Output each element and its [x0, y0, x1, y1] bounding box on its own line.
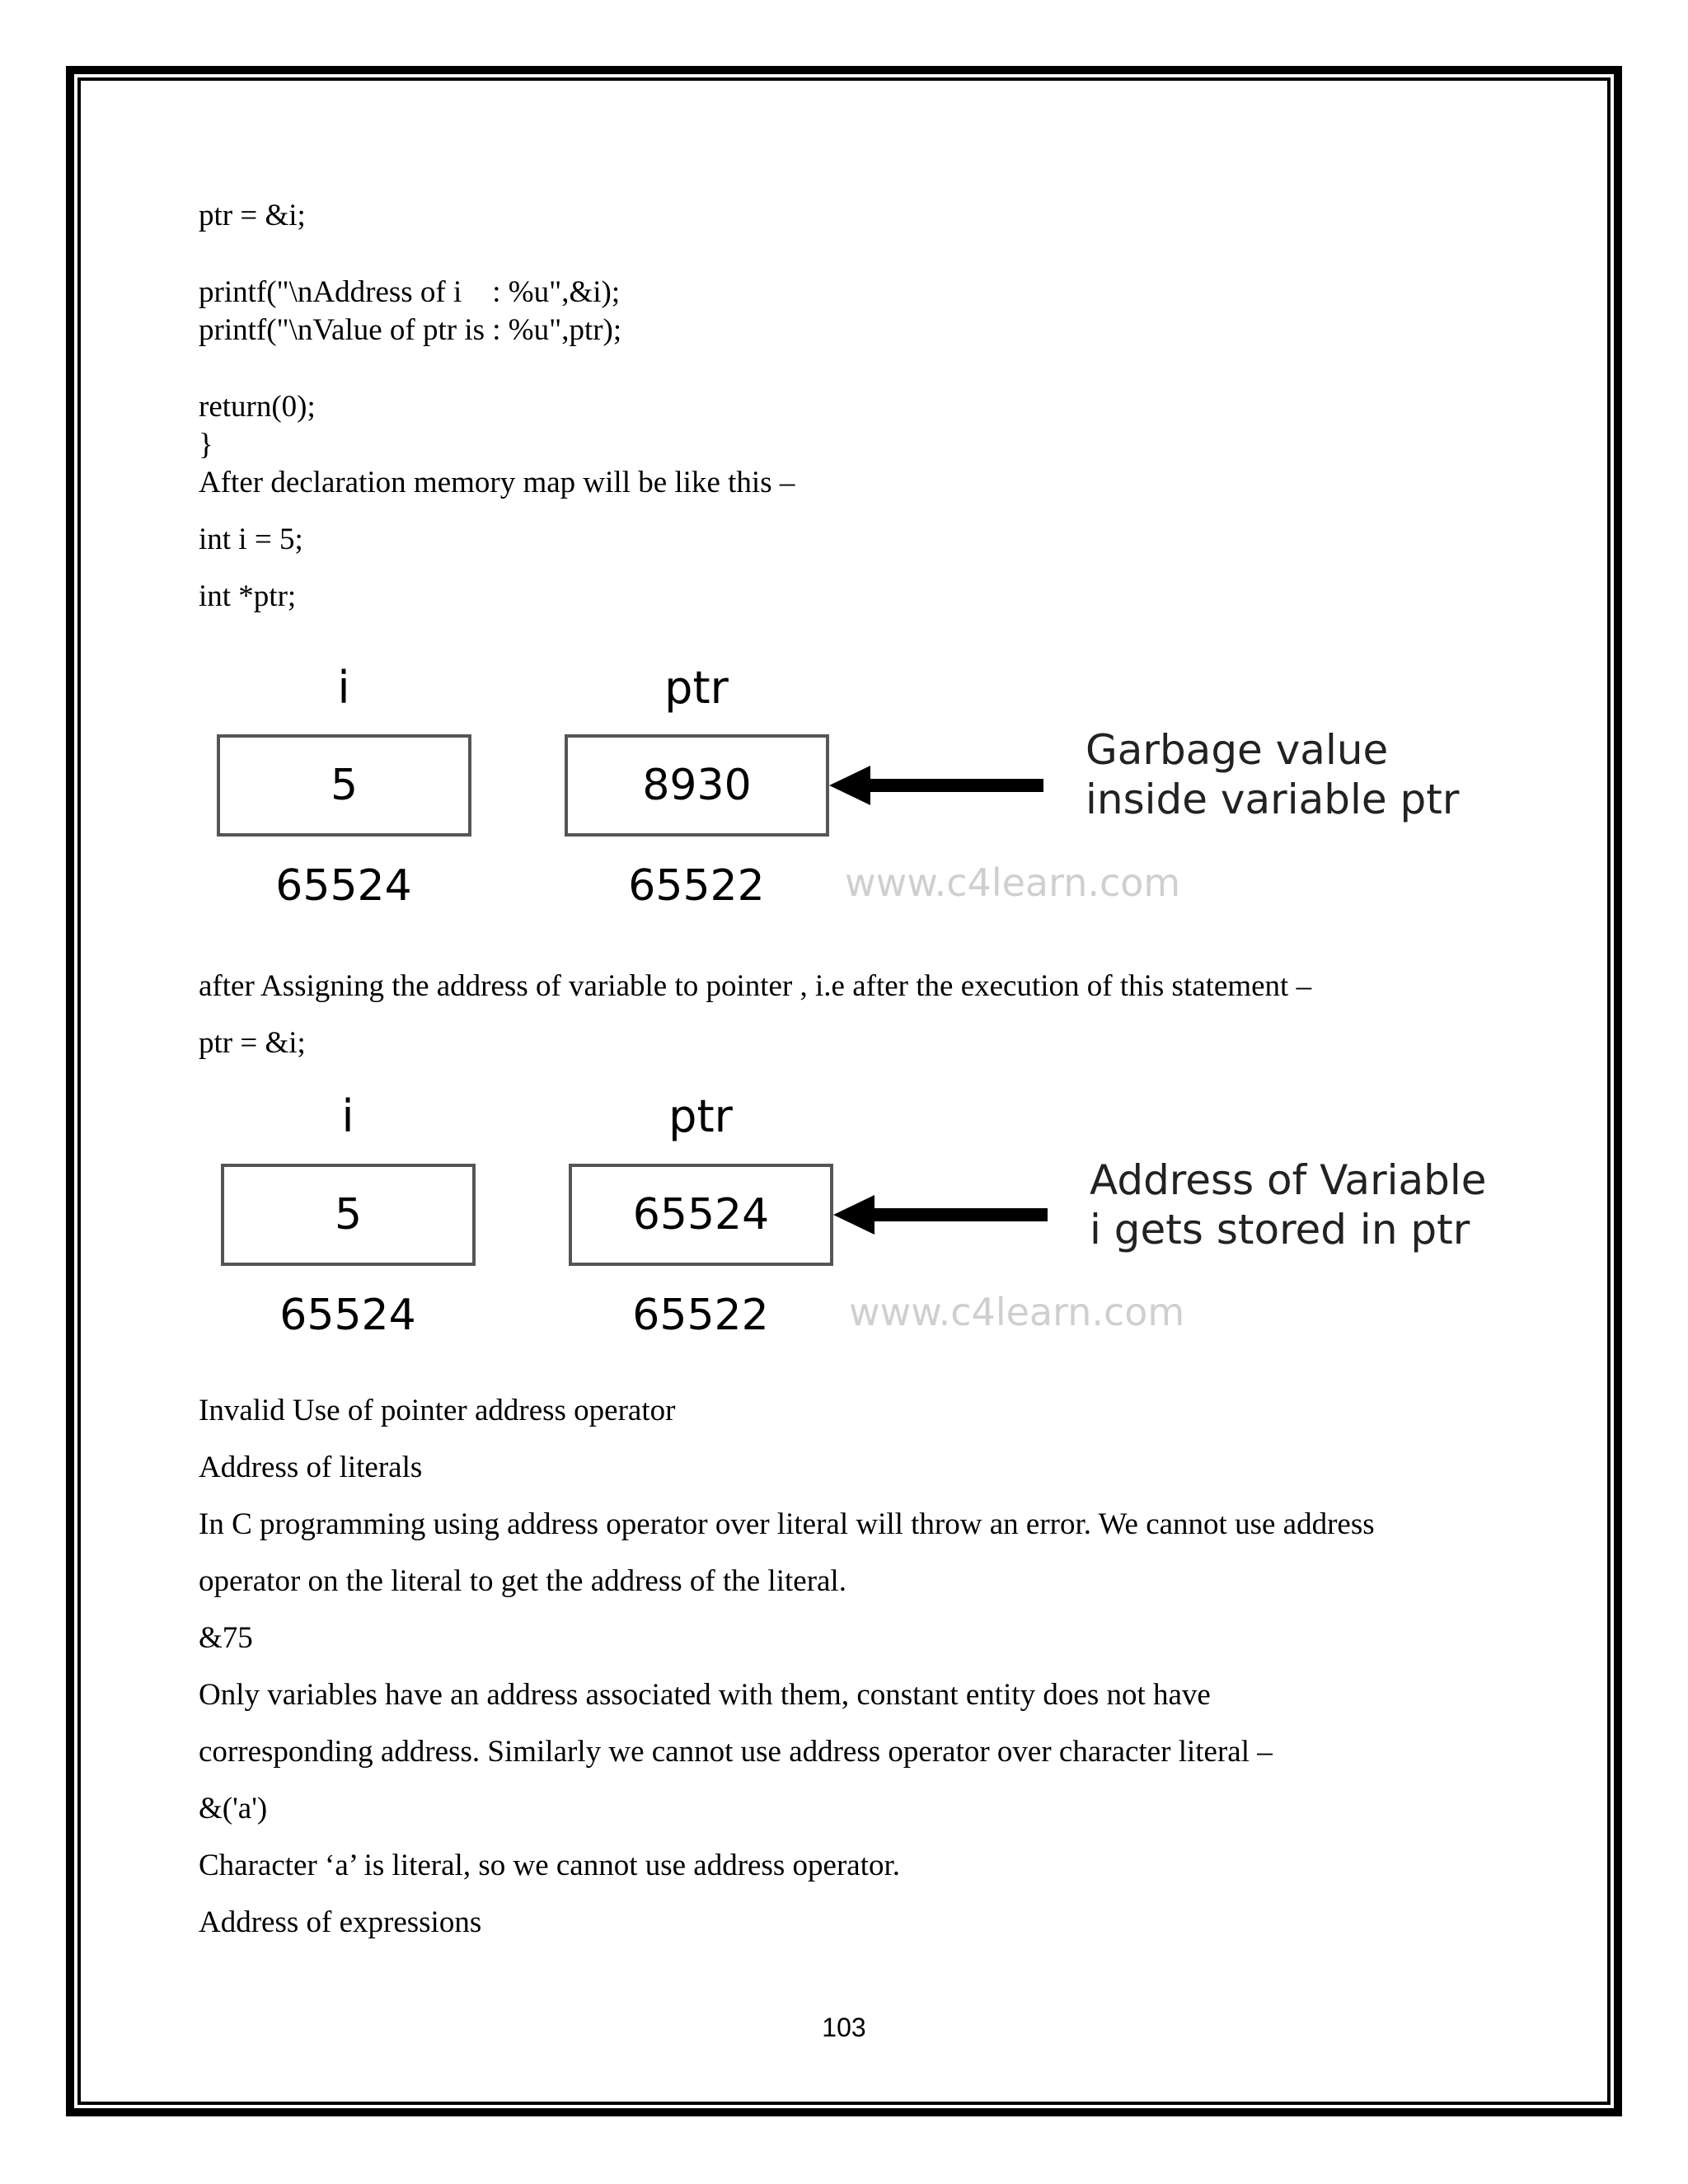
- code-line-return: return(0);: [199, 390, 316, 424]
- diagram1-i-box: 5: [217, 734, 471, 837]
- page-border-inner: [77, 77, 1611, 2105]
- heading-address-of-literals: Address of literals: [199, 1451, 423, 1484]
- diagram1-ptr-box: 8930: [565, 734, 829, 837]
- code-line-close-brace: }: [199, 428, 213, 462]
- example-literal-75: &75: [199, 1621, 253, 1655]
- diagram1-i-address: 65524: [275, 861, 412, 911]
- diagram1-note-line1: Garbage value: [1085, 726, 1389, 774]
- diagram1-var-i-label: i: [337, 662, 350, 714]
- diagram1-watermark: www.c4learn.com: [845, 860, 1181, 905]
- diagram1-note-line2: inside variable ptr: [1085, 776, 1460, 823]
- diagram2-arrow-shaft: [870, 1208, 1048, 1221]
- diagram2-note-line1: Address of Variable: [1090, 1156, 1487, 1204]
- declaration-int-ptr: int *ptr;: [199, 579, 297, 613]
- diagram2-var-i-label: i: [341, 1090, 354, 1142]
- after-assign-text: after Assigning the address of variable to pointer , i.e after the execution of this statement –: [199, 969, 1312, 1003]
- diagram1-arrow-shaft: [865, 779, 1043, 792]
- diagram1-var-ptr-label: ptr: [664, 662, 729, 714]
- diagram2-ptr-address: 65522: [632, 1291, 769, 1340]
- heading-address-of-expressions: Address of expressions: [199, 1905, 482, 1939]
- paragraph-variables-line1: Only variables have an address associated with them, constant entity does not have: [199, 1678, 1211, 1712]
- assign-statement: ptr = &i;: [199, 1026, 306, 1060]
- code-line-printf-value: printf("\nValue of ptr is : %u",ptr);: [199, 313, 622, 347]
- diagram2-ptr-box: 65524: [569, 1164, 833, 1266]
- diagram2-var-ptr-label: ptr: [668, 1090, 733, 1142]
- diagram2-i-address: 65524: [279, 1291, 416, 1340]
- diagram2-arrow-head: [833, 1195, 874, 1235]
- paragraph-literals-line1: In C programming using address operator over literal will throw an error. We cannot use address: [199, 1507, 1375, 1541]
- diagram1-ptr-address: 65522: [628, 861, 765, 911]
- paragraph-character-a: Character ‘a’ is literal, so we cannot use address operator.: [199, 1849, 900, 1882]
- heading-invalid-use: Invalid Use of pointer address operator: [199, 1394, 676, 1427]
- diagram2-watermark: www.c4learn.com: [849, 1290, 1185, 1334]
- diagram2-note-line2: i gets stored in ptr: [1090, 1206, 1470, 1254]
- declaration-int-i: int i = 5;: [199, 523, 303, 556]
- example-char-literal: &('a'): [199, 1792, 268, 1825]
- intro-text: After declaration memory map will be like this –: [199, 466, 795, 499]
- code-line-printf-address: printf("\nAddress of i : %u",&i);: [199, 275, 621, 309]
- paragraph-literals-line2: operator on the literal to get the address of the literal.: [199, 1564, 846, 1598]
- paragraph-variables-line2: corresponding address. Similarly we cannot use address operator over character literal –: [199, 1735, 1273, 1769]
- diagram2-i-box: 5: [221, 1164, 476, 1266]
- page-number: 103: [822, 2013, 866, 2042]
- diagram1-arrow-head: [829, 766, 870, 805]
- code-line-assign: ptr = &i;: [199, 199, 306, 232]
